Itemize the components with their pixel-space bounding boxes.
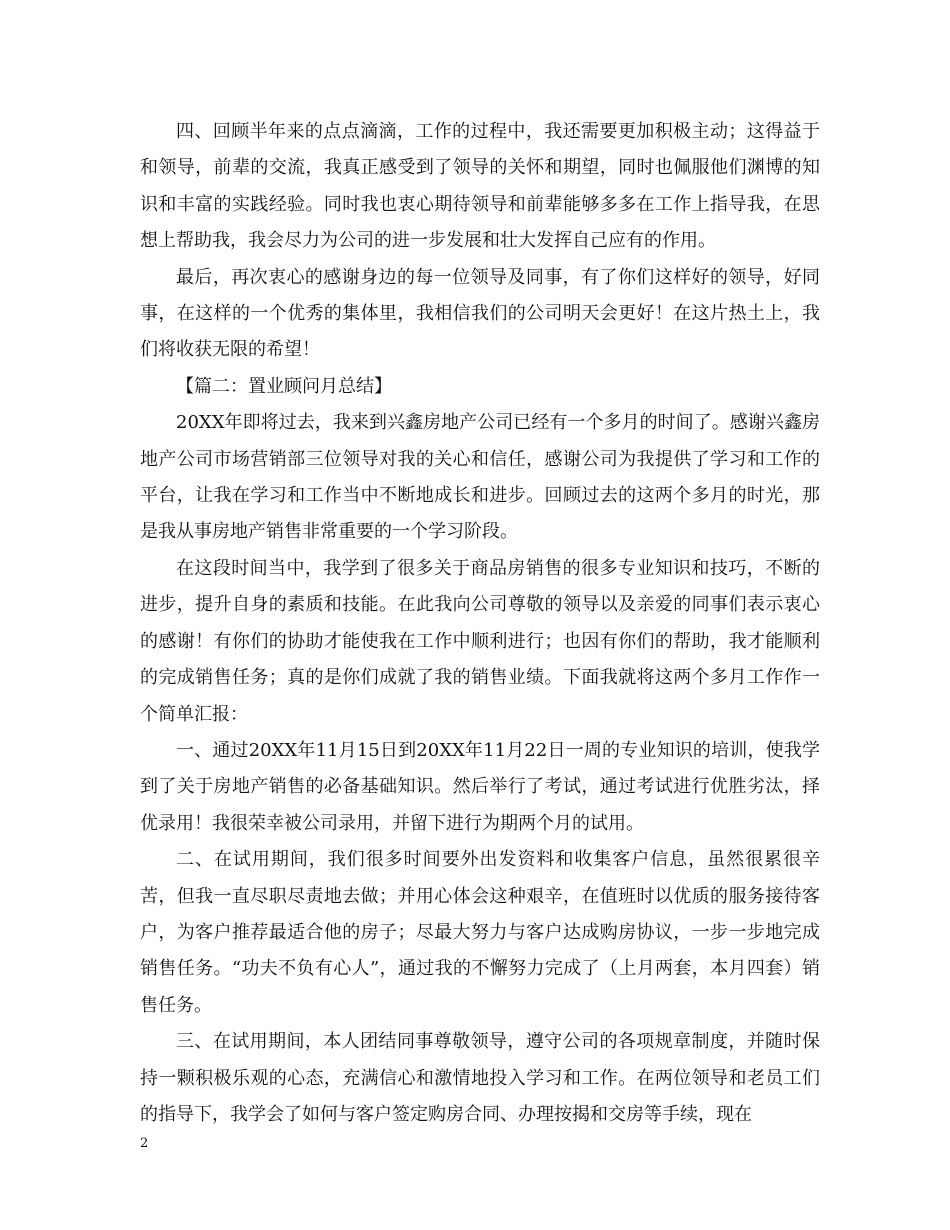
page-number: 2	[140, 1136, 149, 1151]
paragraph-thanks: 最后，再次衷心的感谢身边的每一位领导及同事，有了你们这样好的领导，好同事，在这样的一个优秀的集体里，我相信我们的公司明天会更好！在这片热土上，我们将收获无限的希望！	[140, 266, 820, 361]
paragraph-intro: 20XX年即将过去，我来到兴鑫房地产公司已经有一个多月的时间了。感谢兴鑫房地产公司市场营销部三位领导对我的关心和信任，感谢公司为我提供了学习和工作的平台，让我在学习和工作当中不断地成长和进步。回顾过去的这两个多月的时光，那是我从事房地产销售非常重要的一个学习阶段。	[140, 412, 820, 543]
document-body	[140, 114, 820, 1133]
paragraph-learning: 在这段时间当中，我学到了很多关于商品房销售的很多专业知识和技巧，不断的进步，提升自身的素质和技能。在此我向公司尊敬的领导以及亲爱的同事们表示衷心的感谢！有你们的协助才能使我在工作中顺利进行；也因有你们的帮助，我才能顺利的完成销售任务；真的是你们成就了我的销售业绩。下面我就将这两个多月工作作一个简单汇报：	[140, 557, 820, 725]
paragraph-item-two: 二、在试用期间，我们很多时间要外出发资料和收集客户信息，虽然很累很辛苦，但我一直尽职尽责地去做；并用心体会这种艰辛，在值班时以优质的服务接待客户，为客户推荐最适合他的房子；尽最大努力与客户达成购房协议，一步一步地完成销售任务。“功夫不负有心人”，通过我的不懈努力完成了（上月两套，本月四套）销售任务。	[140, 849, 820, 1016]
paragraph-item-one: 一、通过20XX年11月15日到20XX年11月22日一周的专业知识的培训，使我学到了关于房地产销售的必备基础知识。然后举行了考试，通过考试进行优胜劣汰，择优录用！我很荣幸被公司录用，并留下进行为期两个月的试用。	[140, 739, 820, 834]
section-heading: 【篇二：置业顾问月总结】	[176, 375, 392, 397]
paragraph-item-three: 三、在试用期间，本人团结同事尊敬领导，遵守公司的各项规章制度，并随时保持一颗积极乐观的心态，充满信心和激情地投入学习和工作。在两位领导和老员工们的指导下，我学会了如何与客户签定购房合同、办理按揭和交房等手续，现在	[140, 1031, 820, 1125]
paragraph-review: 四、回顾半年来的点点滴滴，工作的过程中，我还需要更加积极主动；这得益于和领导，前辈的交流，我真正感受到了领导的关怀和期望，同时也佩服他们渊博的知识和丰富的实践经验。同时我也衷心期待领导和前辈能够多多在工作上指导我，在思想上帮助我，我会尽力为公司的进一步发展和壮大发挥自己应有的作用。	[140, 121, 820, 252]
